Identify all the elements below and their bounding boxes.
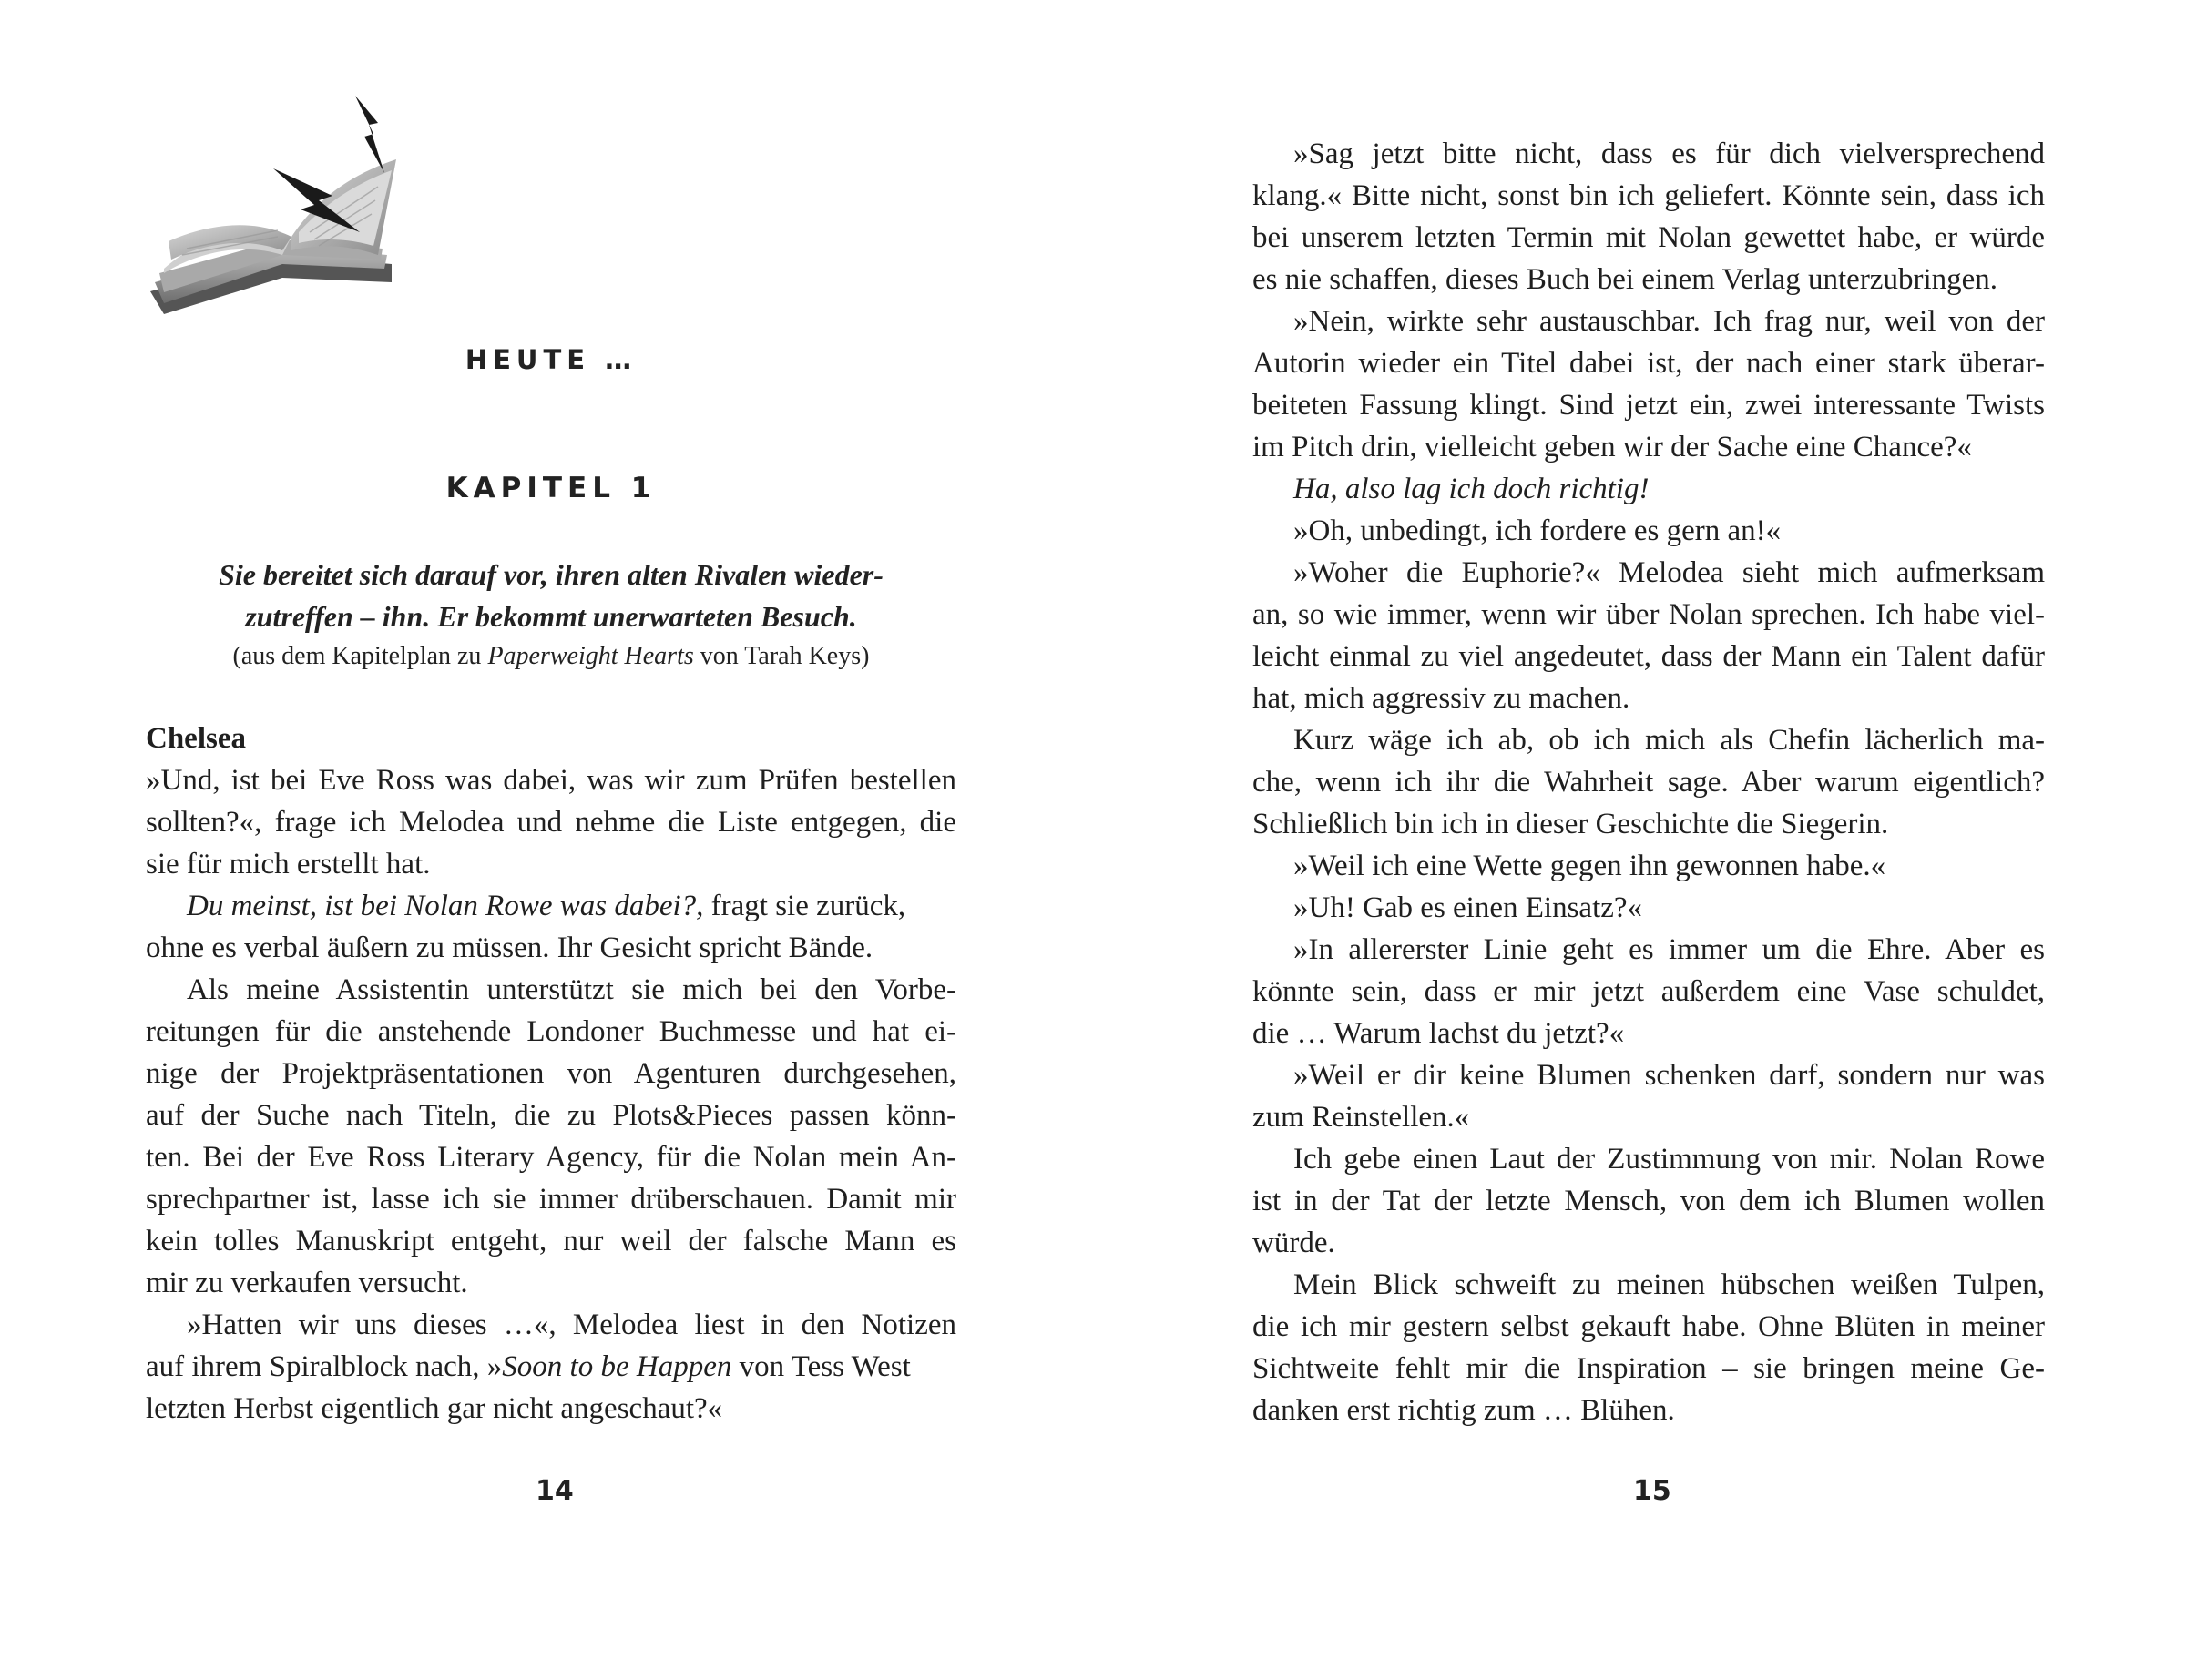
- text-line: »Woher die Euphorie?« Melodea sieht mich aufmerksam: [1293, 556, 2045, 589]
- epigraph-line: Sie bereitet sich darauf vor, ihren alten Rivalen wieder-: [219, 558, 884, 591]
- text-line: Sichtweite fehlt mir die Inspiration – sie bringen meine Ge-: [1252, 1352, 2045, 1385]
- chapter-epigraph: [146, 554, 956, 637]
- open-book-with-lightning-bolts-icon: [146, 87, 510, 351]
- text-line: danken erst richtig zum … Blühen.: [1252, 1394, 1675, 1427]
- text-line: »Weil ich eine Wette gegen ihn gewonnen habe.«: [1293, 850, 1886, 882]
- text-line: »In allererster Linie geht es immer um die Ehre. Aber es: [1293, 933, 2045, 966]
- text-line: »Oh, unbedingt, ich fordere es gern an!«: [1293, 514, 1782, 547]
- text-line: [146, 1346, 956, 1388]
- text-line: Mein Blick schweift zu meinen hübschen weißen Tulpen,: [1293, 1268, 2045, 1301]
- text-line: bei unserem letzten Termin mit Nolan gewettet habe, er würde: [1252, 221, 2045, 254]
- text-line: die … Warum lachst du jetzt?«: [1252, 1017, 1625, 1050]
- text-line: beiteten Fassung klingt. Sind jetzt ein, zwei interessante Twists: [1252, 389, 2045, 422]
- text-line: sie für mich erstellt hat.: [146, 848, 431, 881]
- italic-book-title: Soon to be Happen: [502, 1350, 732, 1383]
- text-line: Autorin wieder ein Titel dabei ist, der nach einer stark überar-: [1252, 347, 2045, 380]
- text-line: »Hatten wir uns dieses …«, Melodea liest in den Notizen: [187, 1308, 956, 1341]
- text-line: »Uh! Gab es einen Einsatz?«: [1293, 891, 1643, 924]
- text-line: ist in der Tat der letzte Mensch, von dem ich Blumen wollen: [1252, 1185, 2045, 1217]
- text-line: sollten?«, frage ich Melodea und nehme die Liste entgegen, die: [146, 806, 956, 839]
- text-line: letzten Herbst eigentlich gar nicht angeschaut?«: [146, 1392, 723, 1425]
- text-line: Schließlich bin ich in dieser Geschichte die Siegerin.: [1252, 808, 1889, 840]
- section-heading-today: HEUTE …: [465, 344, 638, 375]
- text-line: könnte sein, dass er mir jetzt außerdem eine Vase schuldet,: [1252, 975, 2045, 1008]
- text-line: sprechpartner ist, lasse ich sie immer drüberschauen. Damit mir: [146, 1183, 956, 1216]
- text-line: leicht einmal zu viel angedeutet, dass der Mann ein Talent dafür: [1252, 640, 2045, 673]
- page-number: 14: [536, 1475, 574, 1507]
- italic-thought: Ha, also lag ich doch richtig!: [1293, 473, 1650, 505]
- text-line: »Und, ist bei Eve Ross was dabei, was wir zum Prüfen bestellen: [146, 764, 956, 797]
- text-line: [146, 885, 956, 927]
- epigraph-line: zutreffen – ihn. Er bekommt unerwarteten Besuch.: [245, 600, 857, 633]
- right-page: [1252, 0, 2045, 1680]
- text-line: Als meine Assistentin unterstützt sie mich bei den Vorbe-: [187, 973, 956, 1006]
- right-body-text: [1252, 133, 2045, 1431]
- text-line: reitungen für die anstehende Londoner Buchmesse und hat ei-: [146, 1015, 956, 1048]
- text-line: »Nein, wirkte sehr austauschbar. Ich frag nur, weil von der: [1293, 305, 2045, 338]
- text-line: »Weil er dir keine Blumen schenken darf, sondern nur was: [1293, 1059, 2045, 1092]
- text-line: klang.« Bitte nicht, sonst bin ich geliefert. Könnte sein, dass ich: [1252, 179, 2045, 212]
- epigraph-source: [146, 637, 956, 676]
- text-line: auf der Suche nach Titeln, die zu Plots&Pieces passen könn-: [146, 1099, 956, 1132]
- text-line: Ich gebe einen Laut der Zustimmung von mir. Nolan Rowe: [1293, 1143, 2045, 1176]
- text-line: ohne es verbal äußern zu müssen. Ihr Gesicht spricht Bände.: [146, 932, 873, 964]
- source-title: Paperweight Hearts: [487, 642, 694, 670]
- text-line: es nie schaffen, dieses Buch bei einem Verlag unterzubringen.: [1252, 263, 1998, 296]
- text-fragment: fragt sie zurück,: [703, 890, 906, 922]
- text-line: ten. Bei der Eve Ross Literary Agency, für die Nolan mein An-: [146, 1141, 956, 1174]
- text-line: Kurz wäge ich ab, ob ich mich als Chefin lächerlich ma-: [1293, 724, 2045, 757]
- text-line: mir zu verkaufen versucht.: [146, 1267, 468, 1299]
- source-suffix: von Tarah Keys): [693, 642, 870, 670]
- italic-thought: Du meinst, ist bei Nolan Rowe was dabei?,: [187, 890, 704, 922]
- text-line: hat, mich aggressiv zu machen.: [1252, 682, 1630, 715]
- page-number: 15: [1633, 1475, 1671, 1507]
- text-line: che, wenn ich ihr die Wahrheit sage. Aber warum eigentlich?: [1252, 766, 2045, 799]
- text-fragment: von Tess West: [731, 1350, 911, 1383]
- text-fragment: auf ihrem Spiralblock nach, »: [146, 1350, 503, 1383]
- text-line: kein tolles Manuskript entgeht, nur weil der falsche Mann es: [146, 1225, 956, 1257]
- chapter-heading: KAPITEL 1: [445, 472, 657, 504]
- text-line: »Sag jetzt bitte nicht, dass es für dich vielversprechend: [1293, 137, 2045, 170]
- speaker-name: Chelsea: [146, 722, 246, 755]
- left-body-text: [146, 718, 956, 1430]
- text-line: im Pitch drin, vielleicht geben wir der Sache eine Chance?«: [1252, 431, 1972, 463]
- text-line: an, so wie immer, wenn wir über Nolan sprechen. Ich habe viel-: [1252, 598, 2045, 631]
- text-line: würde.: [1252, 1227, 1335, 1259]
- left-page: [146, 0, 956, 1680]
- text-line: zum Reinstellen.«: [1252, 1101, 1470, 1134]
- source-prefix: (aus dem Kapitelplan zu: [232, 642, 488, 670]
- text-line: nige der Projektpräsentationen von Agenturen durchgesehen,: [146, 1057, 956, 1090]
- text-line: die ich mir gestern selbst gekauft habe. Ohne Blüten in meiner: [1252, 1310, 2045, 1343]
